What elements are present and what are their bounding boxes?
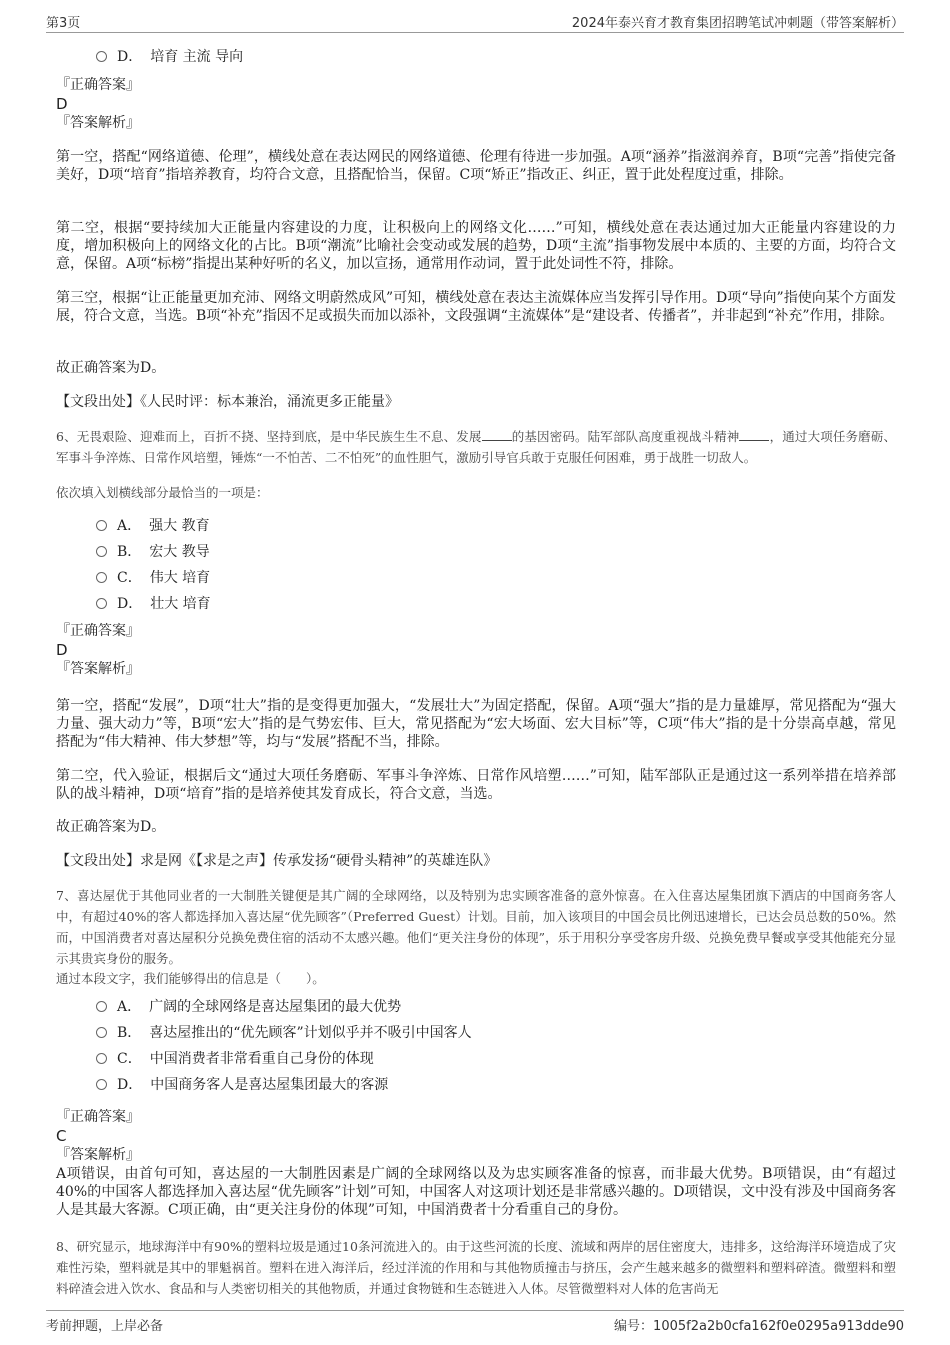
q5-answer: D <box>56 95 68 113</box>
radio-icon[interactable] <box>96 546 107 557</box>
q7-option-b[interactable]: B． 喜达屋推出的“优先顾客”计划似乎并不吸引中国客人 <box>96 1023 472 1043</box>
q5-analysis-1: 第一空，搭配“网络道德、伦理”，横线处意在表达网民的网络道德、伦理有待进一步加强。A项“涵养”指滋润养育，B项“完善”指使完备美好，D项“培育”指培养教育，均符合文意，且搭配恰当，保留。C项“矫正”指改正、纠正，置于此处程度过重，排除。 <box>56 149 896 183</box>
radio-icon[interactable] <box>96 1053 107 1064</box>
radio-icon[interactable] <box>96 51 107 62</box>
q6-option-c[interactable]: C． 伟大 培育 <box>96 568 210 588</box>
radio-icon[interactable] <box>96 520 107 531</box>
blank-1 <box>482 428 512 441</box>
answer-label: 『正确答案』 <box>56 77 140 93</box>
q5-conclusion: 故正确答案为D。 <box>56 360 166 376</box>
radio-icon[interactable] <box>96 598 107 609</box>
q6-stem: 6、无畏艰险、迎难而上，百折不挠、坚持到底，是中华民族生生不息、发展 的基因密码。陆军部队高度重视战斗精神 ，通过大项任务磨砺、军事斗争淬炼、日常作风培塑，锤炼“一不怕苦、二不怕死”的血性胆气，激励引导官兵敢于克服任何困难，勇于战胜一切敌人。 <box>56 429 896 465</box>
analysis-label: 『答案解析』 <box>56 1147 140 1163</box>
q6-option-d[interactable]: D． 壮大 培育 <box>96 594 211 614</box>
q7-stem: 7、喜达屋优于其他同业者的一大制胜关键便是其广阔的全球网络，以及特别为忠实顾客准备的意外惊喜。在入住喜达屋集团旗下酒店的中国商务客人中，有超过40%的客人都选择加入喜达屋“优先顾客”（Preferred Guest）计划。目前，加入该项目的中国会员比例迅速增长，已达会员总数的50%。然而，中国消费者对喜达屋积分兑换免费住宿的活动不太感兴趣。他们“更关注身份的体现”，乐于用积分享受客房升级、兑换免费早餐或享受其他能充分显示其贵宾身份的服务。 <box>56 888 896 966</box>
analysis-label: 『答案解析』 <box>56 661 140 677</box>
q6-answer: D <box>56 641 68 659</box>
radio-icon[interactable] <box>96 572 107 583</box>
footer-slogan: 考前押题，上岸必备 <box>46 1319 164 1334</box>
answer-label: 『正确答案』 <box>56 1109 140 1125</box>
radio-icon[interactable] <box>96 1027 107 1038</box>
document-title: 2024年泰兴育才教育集团招聘笔试冲刺题（带答案解析） <box>571 16 904 31</box>
radio-icon[interactable] <box>96 1001 107 1012</box>
q7-option-d[interactable]: D． 中国商务客人是喜达屋集团最大的客源 <box>96 1075 388 1095</box>
blank-2 <box>739 428 769 441</box>
q7-analysis: A项错误，由首句可知，喜达屋的一大制胜因素是广阔的全球网络以及为忠实顾客准备的惊喜，而非最大优势。B项错误，由“有超过40%的中国客人都选择加入喜达屋“优先顾客”计划”可知，中国客人对这项计划还是非常感兴趣的。D项错误，文中没有涉及中国商务客人是其最大客源。C项正确，由“更关注身份的体现”可知，中国消费者十分看重自己的身份。 <box>56 1166 896 1218</box>
q6-source: 【文段出处】求是网《【求是之声】传承发扬“硬骨头精神”的英雄连队》 <box>56 853 498 869</box>
q7-option-a[interactable]: A． 广阔的全球网络是喜达屋集团的最大优势 <box>96 997 401 1017</box>
q6-option-b[interactable]: B． 宏大 教导 <box>96 542 210 562</box>
q7-option-c[interactable]: C． 中国消费者非常看重自己身份的体现 <box>96 1049 374 1069</box>
page-number: 第3页 <box>46 16 81 31</box>
q5-source: 【文段出处】《人民时评：标本兼治，涌流更多正能量》 <box>56 394 399 410</box>
q5-option-d[interactable]: D． 培育 主流 导向 <box>96 47 243 67</box>
q8-stem: 8、研究显示，地球海洋中有90%的塑料垃圾是通过10条河流进入的。由于这些河流的长度、流域和两岸的居住密度大，违排多，这给海洋环境造成了灾难性污染，塑料就是其中的罪魁祸首。塑料在进入海洋后，经过洋流的作用和与其他物质撞击与挤压，会产生越来越多的微塑料和塑料碎渣。微塑料和塑料碎渣会进入饮水、食品和与人类密切相关的其他物质，并通过食物链和生态链进入人体。尽管微塑料对人体的危害尚无 <box>56 1239 896 1296</box>
q7-answer: C <box>56 1127 67 1145</box>
q5-analysis-2: 第二空，根据“要持续加大正能量内容建设的力度，让积极向上的网络文化……”可知，横线处意在表达通过加大正能量内容建设的力度，增加积极向上的网络文化的占比。B项“潮流”比喻社会变动或发展的趋势，D项“主流”指事物发展中本质的、主要的方面，均符合文意，保留。A项“标榜”指提出某种好听的名义，加以宣扬，通常用作动词，置于此处词性不符，排除。 <box>56 220 896 272</box>
radio-icon[interactable] <box>96 1079 107 1090</box>
document-code: 编号：1005f2a2b0cfa162f0e0295a913dde90 <box>614 1319 904 1334</box>
q6-prompt: 依次填入划横线部分最恰当的一项是： <box>56 485 269 500</box>
q6-option-a[interactable]: A． 强大 教育 <box>96 516 210 536</box>
q7-prompt: 通过本段文字，我们能够得出的信息是（ ）。 <box>56 971 325 986</box>
q6-analysis-1: 第一空，搭配“发展”，D项“壮大”指的是变得更加强大，“发展壮大”为固定搭配，保留。A项“强大”指的是力量雄厚，常见搭配为“强大力量、强大动力”等，B项“宏大”指的是气势宏伟、巨大，常见搭配为“宏大场面、宏大目标”等，C项“伟大”指的是十分崇高卓越，常见搭配为“伟大精神、伟大梦想”等，均与“发展”搭配不当，排除。 <box>56 698 896 750</box>
page-footer <box>46 1310 904 1335</box>
answer-label: 『正确答案』 <box>56 623 140 639</box>
page-header <box>46 10 904 33</box>
analysis-label: 『答案解析』 <box>56 115 140 131</box>
q6-analysis-2: 第二空，代入验证，根据后文“通过大项任务磨砺、军事斗争淬炼、日常作风培塑……”可知，陆军部队正是通过这一系列举措在培养部队的战斗精神，D项“培育”指的是培养使其发育成长，符合文意，当选。 <box>56 768 896 802</box>
q5-analysis-3: 第三空，根据“让正能量更加充沛、网络文明蔚然成风”可知，横线处意在表达主流媒体应当发挥引导作用。D项“导向”指使向某个方面发展，符合文意，当选。B项“补充”指因不足或损失而加以添补，文段强调“主流媒体”是“建设者、传播者”，并非起到“补充”作用，排除。 <box>56 290 896 324</box>
q6-conclusion: 故正确答案为D。 <box>56 819 166 835</box>
